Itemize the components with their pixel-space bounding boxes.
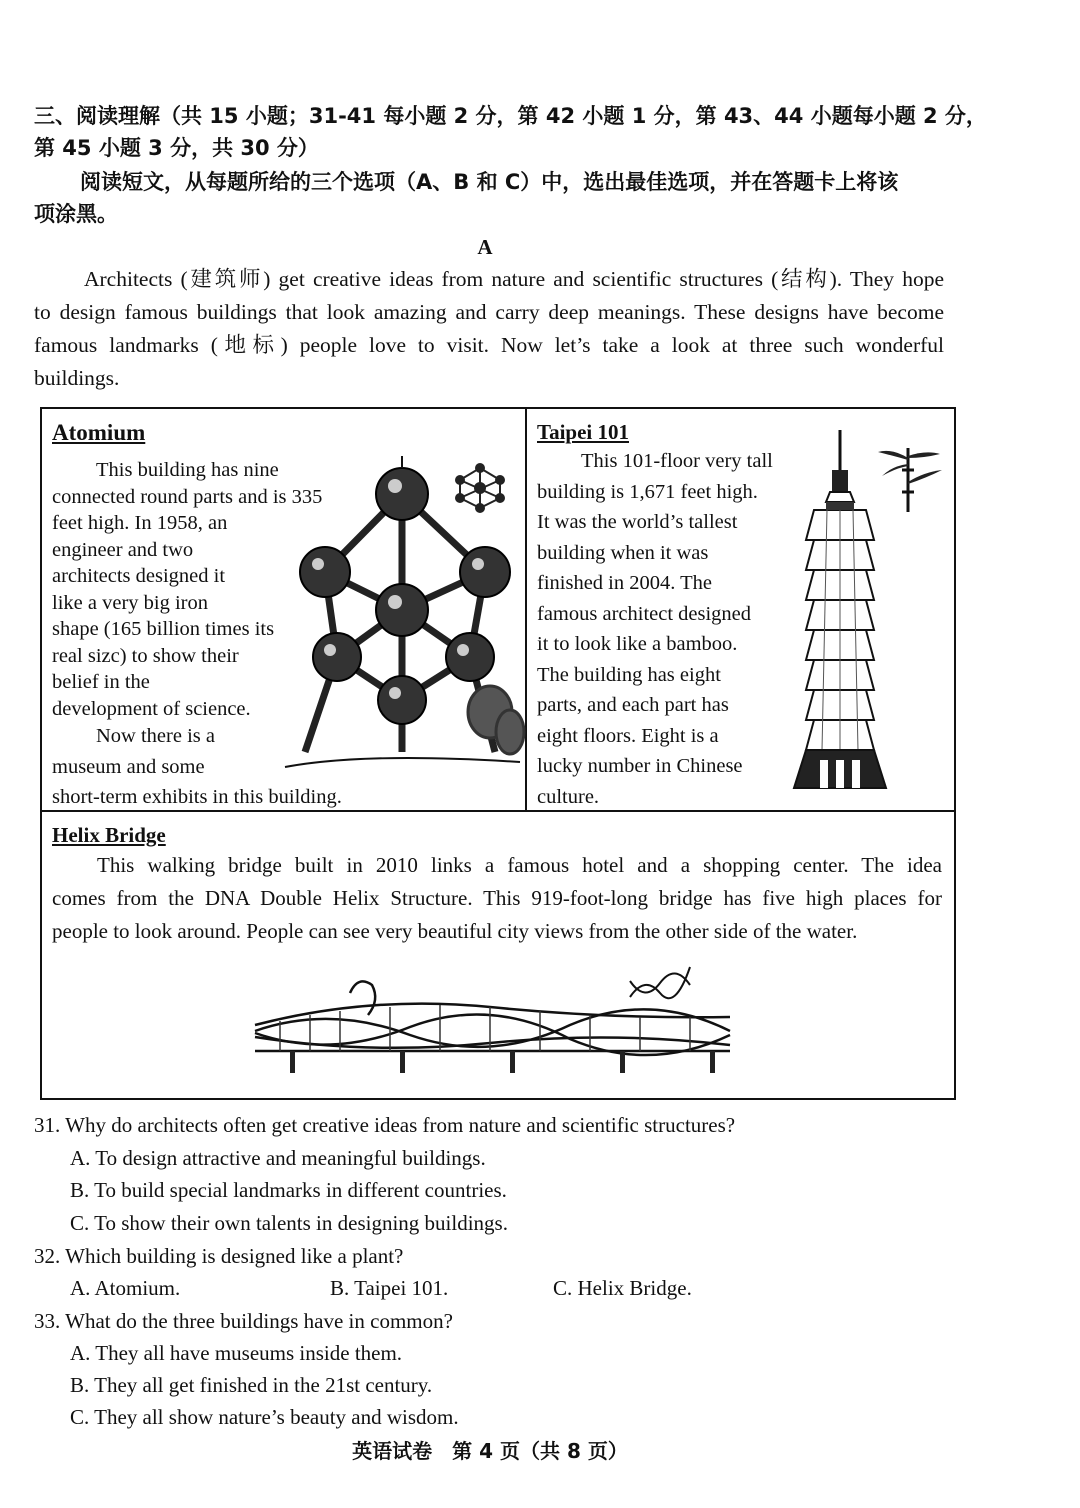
atomium-line: Now there is a xyxy=(96,725,215,747)
taipei-line: building is 1,671 feet high. xyxy=(537,480,758,503)
page-footer: 英语试卷 第 4 页（共 8 页） xyxy=(352,1439,628,1463)
question-33: 33. What do the three buildings have in common? xyxy=(34,1309,453,1333)
passage-label: A xyxy=(477,235,493,259)
section-heading-line2: 第 45 小题 3 分，共 30 分） xyxy=(34,136,319,160)
atomium-line: real sizc) to show their xyxy=(52,644,239,667)
taipei-line: This 101-floor very tall xyxy=(581,450,773,472)
q32-option-a[interactable]: A. Atomium. xyxy=(70,1276,181,1300)
atomium-line: belief in the xyxy=(52,671,150,693)
atomium-line: development of science. xyxy=(52,697,251,720)
q33-option-c[interactable]: C. They all show nature’s beauty and wisdom. xyxy=(70,1405,459,1429)
intro-line-4: buildings. xyxy=(34,366,120,390)
question-32: 32. Which building is designed like a plant? xyxy=(34,1244,404,1268)
taipei-line: parts, and each part has xyxy=(537,694,729,716)
taipei-line: it to look like a bamboo. xyxy=(537,633,738,655)
intro-line-2: to design famous buildings that look amazing and carry deep meanings. These designs have become xyxy=(34,300,944,324)
atomium-line: feet high. In 1958, an xyxy=(52,512,228,534)
q31-option-a[interactable]: A. To design attractive and meaningful buildings. xyxy=(70,1146,486,1170)
taipei-line: The building has eight xyxy=(537,663,721,686)
taipei-line: building when it was xyxy=(537,541,709,564)
taipei-line: eight floors. Eight is a xyxy=(537,724,719,747)
q33-option-b[interactable]: B. They all get finished in the 21st century. xyxy=(70,1373,433,1397)
taipei-line: It was the world’s tallest xyxy=(537,511,738,533)
taipei-title: Taipei 101 xyxy=(537,420,629,444)
helix-line-3: people to look around. People can see very beautiful city views from the other side of the water. xyxy=(52,919,858,943)
atomium-line: architects designed it xyxy=(52,565,226,587)
helix-title: Helix Bridge xyxy=(52,823,166,847)
instruction-line2: 项涂黑。 xyxy=(34,202,118,226)
bamboo-icon xyxy=(872,444,946,514)
atomium-line: engineer and two xyxy=(52,538,194,561)
taipei-line: famous architect designed xyxy=(537,602,752,625)
question-31: 31. Why do architects often get creative ideas from nature and scientific structures? xyxy=(34,1113,736,1137)
helix-bridge-illustration xyxy=(250,955,735,1080)
q33-option-a[interactable]: A. They all have museums inside them. xyxy=(70,1341,403,1365)
q32-option-c[interactable]: C. Helix Bridge. xyxy=(553,1276,692,1300)
atomium-line: short-term exhibits in this building. xyxy=(52,786,342,808)
helix-line-1: This walking bridge built in 2010 links a famous hotel and a shopping center. The idea xyxy=(97,853,942,877)
taipei-line: culture. xyxy=(537,785,600,808)
taipei-line: finished in 2004. The xyxy=(537,572,712,594)
taipei-line: lucky number in Chinese xyxy=(537,755,743,777)
box-divider-vertical xyxy=(525,407,527,811)
intro-line-1: Architects (建筑师) get creative ideas from nature and scientific structures (结构). They hope xyxy=(84,267,944,291)
q31-option-c[interactable]: C. To show their own talents in designing buildings. xyxy=(70,1211,508,1235)
atomium-line: like a very big iron xyxy=(52,591,208,614)
section-heading-line1: 三、阅读理解（共 15 小题；31-41 每小题 2 分，第 42 小题 1 分，第 43、44 小题每小题 2 分， xyxy=(34,104,987,128)
atomium-line: connected round parts and is 335 xyxy=(52,485,323,508)
instruction-line1: 阅读短文，从每题所给的三个选项（A、B 和 C）中，选出最佳选项，并在答题卡上将该 xyxy=(80,170,899,194)
helix-line-2: comes from the DNA Double Helix Structure. This 919-foot-long bridge has five high places for xyxy=(52,886,942,910)
atomium-title: Atomium xyxy=(52,420,146,445)
atomium-line: museum and some xyxy=(52,756,205,778)
atomium-line: This building has nine xyxy=(96,459,279,481)
atomium-line: shape (165 billion times its xyxy=(52,618,275,640)
q32-option-b[interactable]: B. Taipei 101. xyxy=(330,1276,449,1300)
intro-line-3: famous landmarks (地标) people love to visit. Now let’s take a look at three such wonderful xyxy=(34,333,944,357)
q31-option-b[interactable]: B. To build special landmarks in different countries. xyxy=(70,1178,507,1202)
atom-structure-icon xyxy=(445,458,515,516)
